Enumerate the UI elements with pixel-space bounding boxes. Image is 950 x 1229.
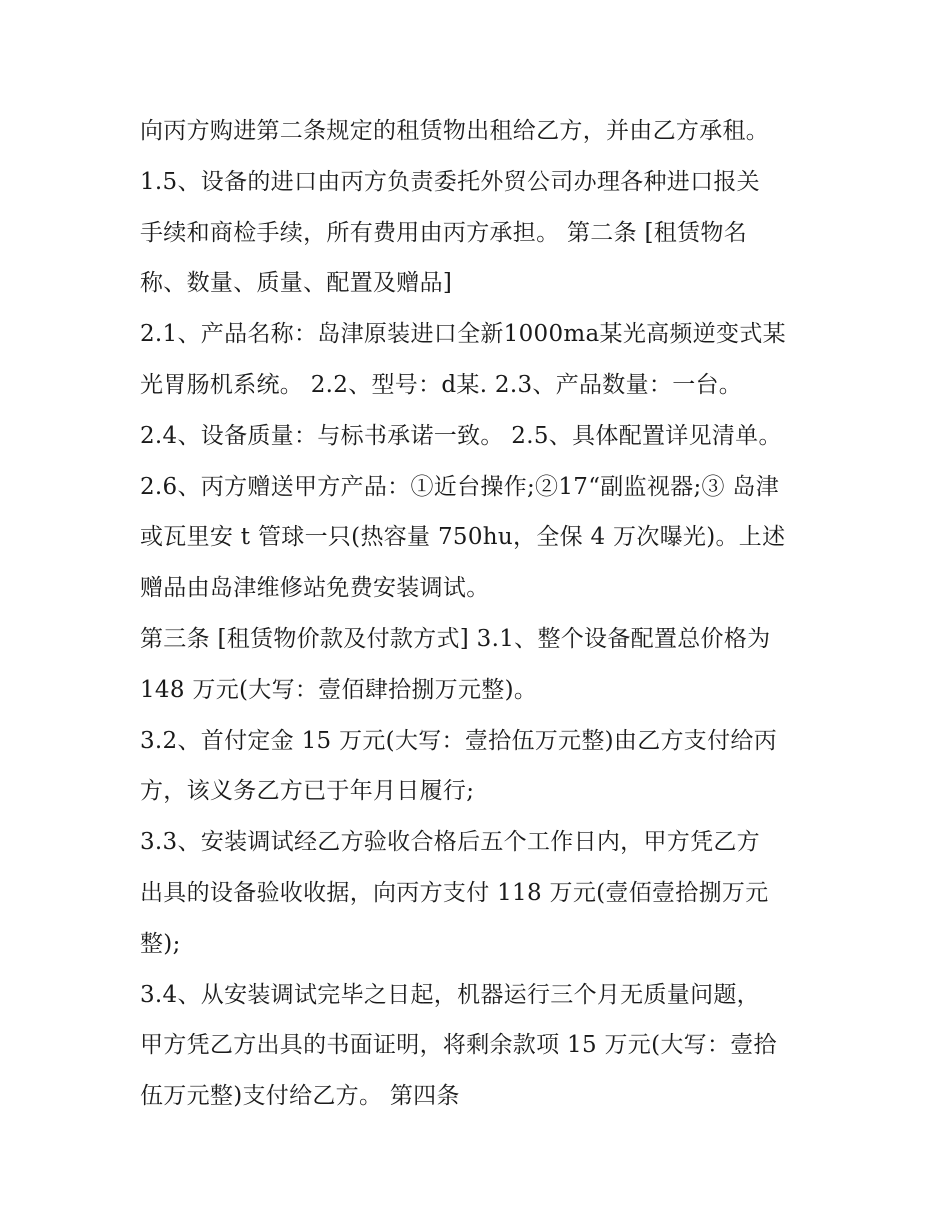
text-line: 手续和商检手续，所有费用由丙方承担。 第二条 [租赁物名 bbox=[140, 219, 747, 246]
text-line: 3.2、首付定金 15 万元(大写：壹拾伍万元整)由乙方支付给丙 bbox=[140, 727, 778, 754]
text-line: 148 万元(大写：壹佰肆拾捌万元整)。 bbox=[140, 676, 538, 703]
text-line: 方，该义务乙方已于年月日履行; bbox=[140, 778, 475, 805]
text-line: 3.3、安装调试经乙方验收合格后五个工作日内，甲方凭乙方 bbox=[140, 829, 760, 856]
text-line: 或瓦里安 t 管球一只(热容量 750hu，全保 4 万次曝光)。上述 bbox=[140, 524, 786, 551]
text-line: 称、数量、质量、配置及赠品] bbox=[140, 270, 453, 297]
text-line: 伍万元整)支付给乙方。 第四条 bbox=[140, 1083, 460, 1110]
text-line: 光胃肠机系统。 2.2、型号：d某. 2.3、产品数量：一台。 bbox=[140, 371, 743, 398]
text-line: 甲方凭乙方出具的书面证明，将剩余款项 15 万元(大写：壹拾 bbox=[140, 1032, 777, 1059]
text-line: 赠品由岛津维修站免费安装调试。 bbox=[140, 575, 490, 602]
text-line: 2.1、产品名称：岛津原装进口全新1000ma某光高频逆变式某 bbox=[140, 321, 786, 348]
text-line: 向丙方购进第二条规定的租赁物出租给乙方，并由乙方承租。 bbox=[140, 118, 770, 144]
text-line: 出具的设备验收收据，向丙方支付 118 万元(壹佰壹拾捌万元 bbox=[140, 879, 769, 906]
text-line: 3.4、从安装调试完毕之日起，机器运行三个月无质量问题， bbox=[140, 981, 760, 1008]
text-line: 整); bbox=[140, 930, 181, 957]
text-line: 2.6、丙方赠送甲方产品：①近台操作;②17“副监视器;③ 岛津 bbox=[140, 473, 780, 500]
text-line: 第三条 [租赁物价款及付款方式] 3.1、整个设备配置总价格为 bbox=[140, 625, 771, 652]
text-line: 2.4、设备质量：与标书承诺一致。 2.5、具体配置详见清单。 bbox=[140, 422, 782, 449]
document-body bbox=[140, 106, 820, 1122]
text-line: 1.5、设备的进口由丙方负责委托外贸公司办理各种进口报关 bbox=[140, 168, 760, 195]
